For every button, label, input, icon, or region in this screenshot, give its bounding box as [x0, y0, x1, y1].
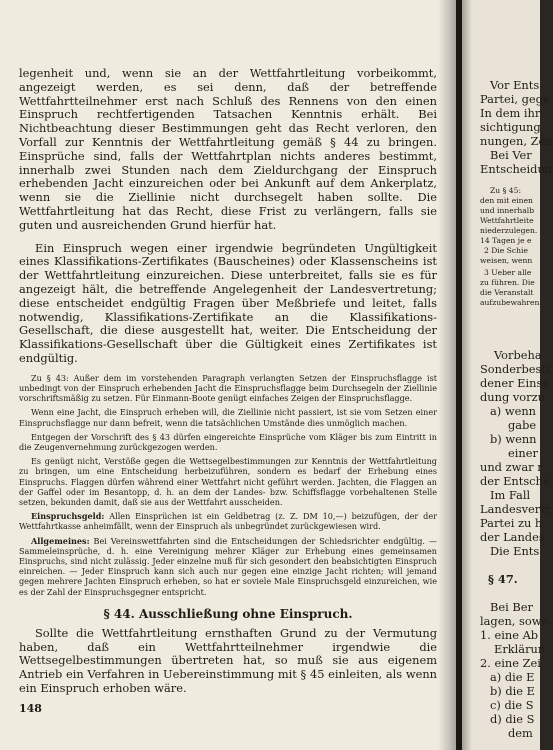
right-page-line: Sonderbesti: [480, 362, 550, 376]
right-page-line: Bei Ver: [490, 148, 532, 162]
right-page-line: Vor Ents: [490, 78, 540, 92]
right-page-line: Die Ents: [490, 544, 540, 558]
footnote: [19, 511, 437, 531]
footnote: [19, 536, 437, 597]
right-page-line: und zwar r: [480, 460, 543, 474]
right-page-line: Vorbeha: [494, 348, 542, 362]
right-page-line: Bei Ber: [490, 600, 533, 614]
right-page-line: In dem ihr: [480, 106, 541, 120]
page-number: 148: [19, 702, 42, 715]
right-page-line: der Entsche: [480, 474, 550, 488]
right-page-line: zu führen. Die: [480, 278, 535, 287]
right-page-line: dem: [508, 726, 533, 740]
right-page-line: sichtigung: [480, 120, 541, 134]
right-page-line: Zu § 45:: [490, 186, 522, 195]
right-page-line: dung vorzu: [480, 390, 545, 404]
footnotes: [19, 373, 437, 597]
footnote: Es genügt nicht, Verstöße gegen die Wettsegelbestimmungen zur Kenntnis der Wettfahrtleitung zu bringen, um eine Entscheidung herbeizuführen, sondern es bedarf der Erhebung eines Einspruchs. Flaggen dürfen während einer Wettfahrt nicht geführt werden. Jachten, die Flaggen an der Gaffel oder im Besantopp, d. h. an dem der Landes- bzw. Schiffsflagge vorbehaltenen Stelle setzen, bekunden damit, daß sie aus der Wettfahrt ausscheiden.: [19, 456, 437, 507]
right-page-line: die Veranstalt: [480, 288, 534, 297]
right-page-line: a) die E: [490, 670, 535, 684]
right-page-line: aufzubewahren: [480, 298, 540, 307]
right-page-line: c) die S: [490, 698, 534, 712]
right-page-line: Landesvertr: [480, 502, 551, 516]
footnote-text: Allen Einsprüchen ist ein Geldbetrag (z. Z. DM 10,—) beizufügen, der der Wettfahrtkasse anheimfällt, wenn der Einspruch als unbegründet zurückgewiesen wird.: [19, 511, 437, 532]
paragraph: Sollte die Wettfahrtleitung ernsthaften Grund zu der Vermutung haben, daß ein Wettfahrtteilnehmer irgendwie die Wettsegelbestimmungen übertreten hat, so muß sie aus eigenem Antrieb ein Verfahren in Uebereinstimmung mit § 45 einleiten, als wenn ein Einspruch erhoben wäre.: [19, 625, 437, 695]
right-page-line: einer: [508, 446, 538, 460]
right-page-line: d) die S: [490, 712, 535, 726]
left-page-content: [19, 67, 437, 696]
right-page-line: 2 Die Schie: [484, 246, 528, 255]
footnote-label: Allgemeines:: [31, 535, 90, 546]
right-page-line: und innerhalb: [480, 206, 535, 215]
book-gutter-shadow: [438, 0, 458, 750]
footnote: Zu § 43: Außer dem im vorstehenden Paragraph verlangten Setzen der Einspruchsflagge ist unbedingt von der Einspruch erhebenden Jacht die Einspruchsflagge beim Durchsegeln der Ziellinie vorschriftsmäßig zu setzen. Für Einmann-Boote genügt einfaches Zeigen der Einspruchsflagge.: [19, 372, 437, 404]
right-page-line: niederzulegen.: [480, 226, 538, 235]
footnote-label: Einspruchsgeld:: [31, 511, 105, 522]
right-page-line: Im Fall: [490, 488, 531, 502]
footnote: Wenn eine Jacht, die Einspruch erheben will, die Ziellinie nicht passiert, ist sie vom Setzen einer Einspruchsflagge nur dann befreit, wenn die tatsächlichen Umstände dies unmöglich machen.: [19, 407, 437, 428]
right-page-line: weisen, wenn: [480, 256, 533, 265]
footnote: Entgegen der Vorschrift des § 43 dürfen eingereichte Einsprüche vom Kläger bis zum Eintritt in die Zeugenvernehmung zurückgezogen werden.: [19, 431, 437, 452]
paragraph: legenheit und, wenn sie an der Wettfahrtleitung vorbeikommt, angezeigt werden, es sei denn, daß der betreffende Wettfahrtteilnehmer erst nach Schluß des Rennens von den einen Einspruch rechtfertigenden Tatsachen Kenntnis erhält. Bei Nichtbeachtung dieser Bestimmungen geht das Recht verloren, den Vorfall zur Kenntnis der Wettfahrtleitung gemäß § 44 zu bringen. Einsprüche sind, falls der Wettfahrtplan nichts anderes bestimmt, innerhalb zwei Stunden nach dem Zieldurchgang der Einspruch erhebenden Jacht einzureichen oder bei Ankunft auf dem Ankerplatz, wenn sie die Ziellinie nicht durchsegelt haben sollte. Die Wettfahrtleitung hat das Recht, diese Frist zu verlängern, falls sie guten und ausreichenden Grund hierfür hat.: [19, 66, 437, 232]
section-heading: § 44. Ausschließung ohne Einspruch.: [103, 606, 353, 621]
right-page-line: 1. eine Ab: [480, 628, 539, 642]
right-page-line: b) die E: [490, 684, 535, 698]
right-page-line: Partei, gege: [480, 92, 550, 106]
right-page-line: 14 Tagen je e: [480, 236, 532, 245]
right-page-line: Wettfahrtleite: [480, 216, 534, 225]
right-page-line: der Landes: [480, 530, 545, 544]
right-page-line: 2. eine Zei: [480, 656, 541, 670]
footnote-text: Bei Vereinswettfahrten sind die Entscheidungen der Schiedsrichter endgültig. — Sammeleinsprüche, d. h. eine Vereinigung mehrer Kläger zur Erhebung eines gemeinsamen Einspruchs, sind nicht zulässig. Jeder einzelne muß für sich gesondert den beabsichtigten Einspruch einreichen. — Jeder Einspruch kann sich auch nur gegen eine einzige Jacht richten; will jemand gegen mehrere Jachten Einspruch erheben, so hat er soviele Male Einspruchsgeld einzureichen, wie es der Zahl der Einspruchsgegner entspricht.: [19, 535, 437, 597]
right-page-line: 3 Ueber alle: [484, 268, 532, 277]
right-page-line: dener Einsp: [480, 376, 550, 390]
right-page-section-heading: § 47.: [488, 572, 518, 586]
right-page-line: Partei zu h: [480, 516, 543, 530]
right-page-line: a) wenn: [490, 404, 537, 418]
right-page-line: gabe: [508, 418, 537, 432]
paragraph: Ein Einspruch wegen einer irgendwie begründeten Ungültigkeit eines Klassifikations-Zertifikates (Bauscheines) oder Klassenscheins ist der Wettfahrtleitung einzureichen. Diese unterbreitet, falls sie es für angezeigt hält, die betreffende Angelegenheit der Landesvertretung; diese entscheidet endgültig Fragen über Meßbriefe und leitet, falls notwendig, Klassifikations-Zertifikate an die Klassifikations-Gesellschaft, die diese ausgestellt hat, weiter. Die Entscheidung der Klassifikations-Gesellschaft über die Gültigkeit eines Zertifikates ist endgültig.: [19, 240, 437, 365]
right-page-line: Erklärun: [494, 642, 546, 656]
right-page: [462, 0, 553, 750]
right-page-line: nungen, Zeu: [480, 134, 553, 148]
right-page-line: lagen, sowe: [480, 614, 549, 628]
right-page-line: Entscheidun: [480, 162, 553, 176]
right-page-line: den mit einen: [480, 196, 533, 205]
right-page-line: b) wenn: [490, 432, 537, 446]
